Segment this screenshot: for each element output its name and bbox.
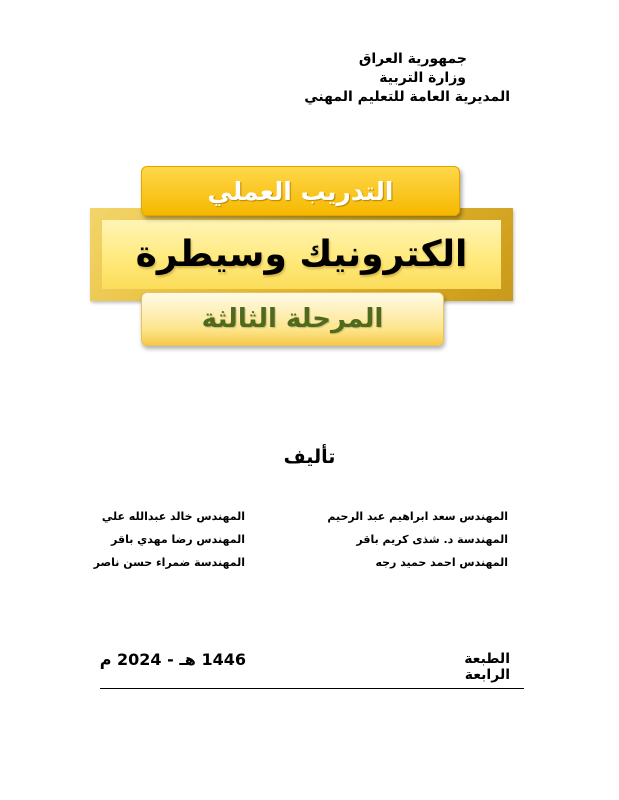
- stage-band: [141, 292, 444, 346]
- author-name: المهندس سعد ابراهيم عبد الرحيم: [327, 510, 508, 523]
- top-label-band: [141, 166, 460, 216]
- main-title: الكترونيك وسيطرة: [135, 234, 468, 275]
- footer-divider: [100, 688, 524, 689]
- country-name: جمهورية العراق: [358, 51, 467, 67]
- stage-label: المرحلة الثالثة: [201, 304, 384, 334]
- publication-date: 1446 هـ - 2024 م: [99, 650, 246, 669]
- ministry-header: [300, 50, 510, 107]
- author-name: المهندس احمد حميد رجه: [375, 556, 508, 569]
- authors-left-column: [90, 505, 245, 574]
- authors-heading: تأليف: [283, 446, 336, 468]
- author-name: المهندس رضا مهدي باقر: [111, 533, 245, 546]
- author-name: المهندسة د. شذى كريم باقر: [356, 533, 508, 546]
- main-title-panel: [102, 220, 501, 289]
- main-title-frame: [90, 208, 513, 301]
- top-label: التدريب العملي: [207, 176, 394, 206]
- authors-right-column: [327, 505, 508, 574]
- author-name: المهندسة ضمراء حسن ناصر: [93, 556, 245, 569]
- ministry-name: وزارة التربية: [379, 70, 466, 86]
- edition-label: الطبعة الرابعة: [464, 651, 510, 683]
- directorate-name: المديرية العامة للتعليم المهني: [304, 89, 510, 105]
- author-name: المهندس خالد عبدالله علي: [101, 510, 245, 523]
